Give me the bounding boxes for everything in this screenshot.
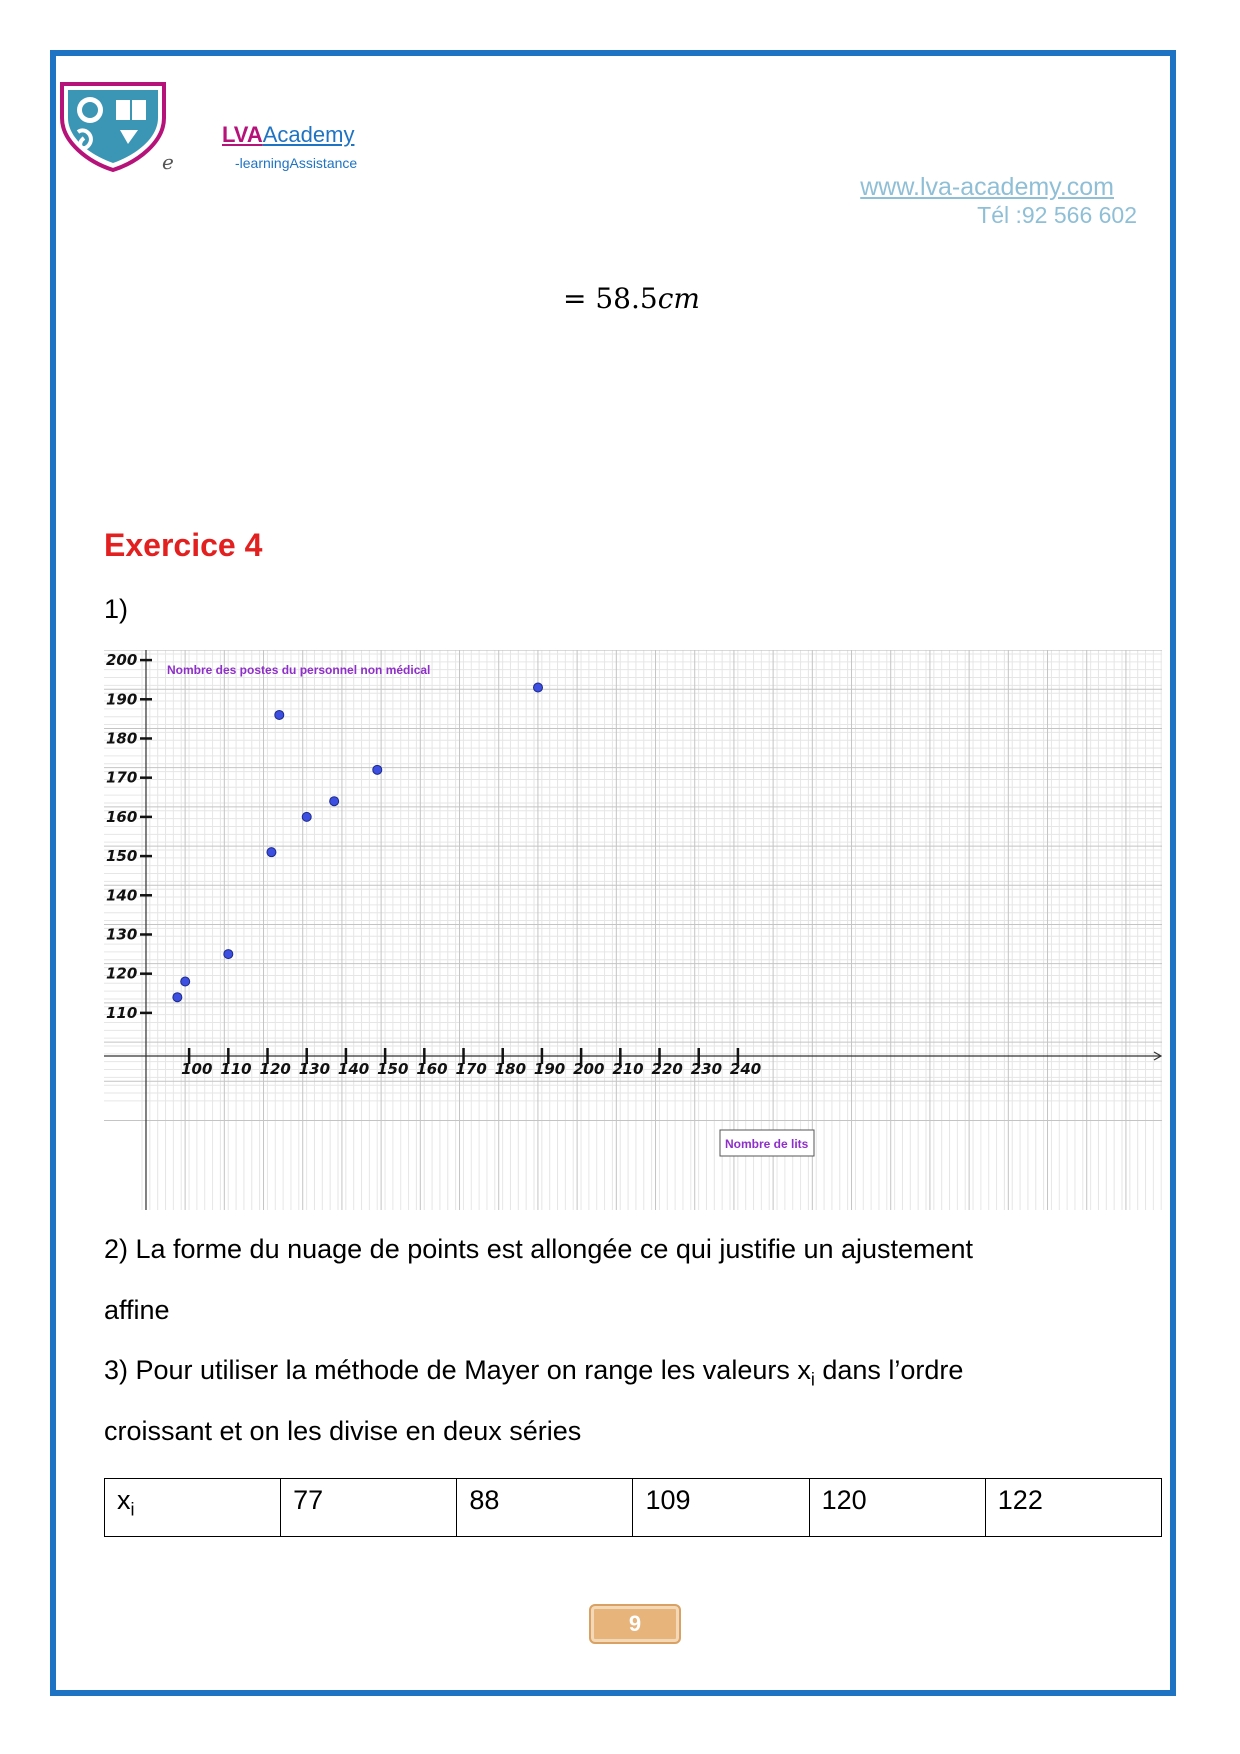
- data-point: [534, 683, 543, 692]
- x-axis-label-box: [720, 1130, 814, 1156]
- x-tick-label: 120: [259, 1060, 291, 1078]
- x-tick-label: 180: [494, 1060, 527, 1078]
- academy-logo: [58, 80, 168, 172]
- y-tick-label: 150: [106, 847, 138, 866]
- x-tick-label: 200: [573, 1060, 605, 1078]
- x-tick-label: 160: [416, 1060, 448, 1078]
- y-tick-label: 170: [106, 768, 138, 787]
- y-tick-label: 110: [106, 1003, 138, 1022]
- x-tick-label: 110: [220, 1060, 252, 1078]
- x-tick-label: 230: [690, 1060, 723, 1078]
- answer-2-line-2: affine: [104, 1295, 170, 1325]
- data-point: [173, 993, 182, 1002]
- data-point: [224, 950, 233, 959]
- y-tick-label: 140: [106, 886, 138, 905]
- y-tick-label: 160: [106, 807, 138, 826]
- table-cell: 88: [457, 1479, 633, 1537]
- x-tick-label: 100: [181, 1060, 213, 1078]
- table-cell: 122: [985, 1479, 1161, 1537]
- data-point: [181, 977, 190, 986]
- question-1-label: 1): [104, 594, 129, 624]
- x-tick-label: 130: [298, 1060, 331, 1078]
- x-tick-label: 150: [377, 1060, 409, 1078]
- table-cell: 120: [809, 1479, 985, 1537]
- data-point: [267, 848, 276, 857]
- table-cell: 77: [281, 1479, 457, 1537]
- y-tick-label: 120: [106, 964, 138, 983]
- x-axis-label: Nombre de lits: [725, 1137, 809, 1151]
- scatter-chart: [104, 650, 1162, 1210]
- y-tick-label: 200: [106, 651, 138, 670]
- formula-result: = 58.5cm: [563, 282, 700, 315]
- answer-2-line-1: 2) La forme du nuage de points est allongée ce qui justifie un ajustement: [104, 1234, 974, 1264]
- phone-number: Tél :92 566 602: [977, 202, 1137, 228]
- data-point: [275, 710, 284, 719]
- data-table: [104, 1478, 1162, 1537]
- x-tick-label: 210: [612, 1060, 644, 1078]
- y-tick-label: 130: [106, 925, 138, 944]
- y-tick-label: 180: [106, 729, 138, 748]
- x-tick-label: 220: [651, 1060, 683, 1078]
- x-tick-label: 240: [729, 1060, 762, 1078]
- exercise-title: Exercice 4: [104, 527, 263, 563]
- data-point: [373, 765, 382, 774]
- page-number-badge: 9: [589, 1604, 681, 1644]
- x-tick-label: 190: [533, 1060, 566, 1078]
- y-tick-label: 190: [106, 690, 138, 709]
- table-cell: 109: [633, 1479, 809, 1537]
- brand-name: LVAAcademy: [222, 122, 355, 147]
- logo-e-letter: e: [162, 150, 174, 174]
- table-row: [105, 1479, 1162, 1537]
- data-point: [302, 812, 311, 821]
- table-header-cell: $x_i$: [105, 1479, 281, 1537]
- series-label: Nombre des postes du personnel non médical: [167, 663, 431, 677]
- data-point: [330, 797, 339, 806]
- answer-3-line-2: croissant et on les divise en deux séries: [104, 1416, 582, 1446]
- answer-3-line-1: 3) Pour utiliser la méthode de Mayer on range les valeurs $x_i$ dans l’ordre: [104, 1355, 964, 1390]
- brand-tagline: -learningAssistance: [235, 155, 358, 171]
- website-link[interactable]: www.lva-academy.com: [860, 173, 1114, 201]
- x-tick-label: 140: [337, 1060, 370, 1078]
- x-tick-label: 170: [455, 1060, 487, 1078]
